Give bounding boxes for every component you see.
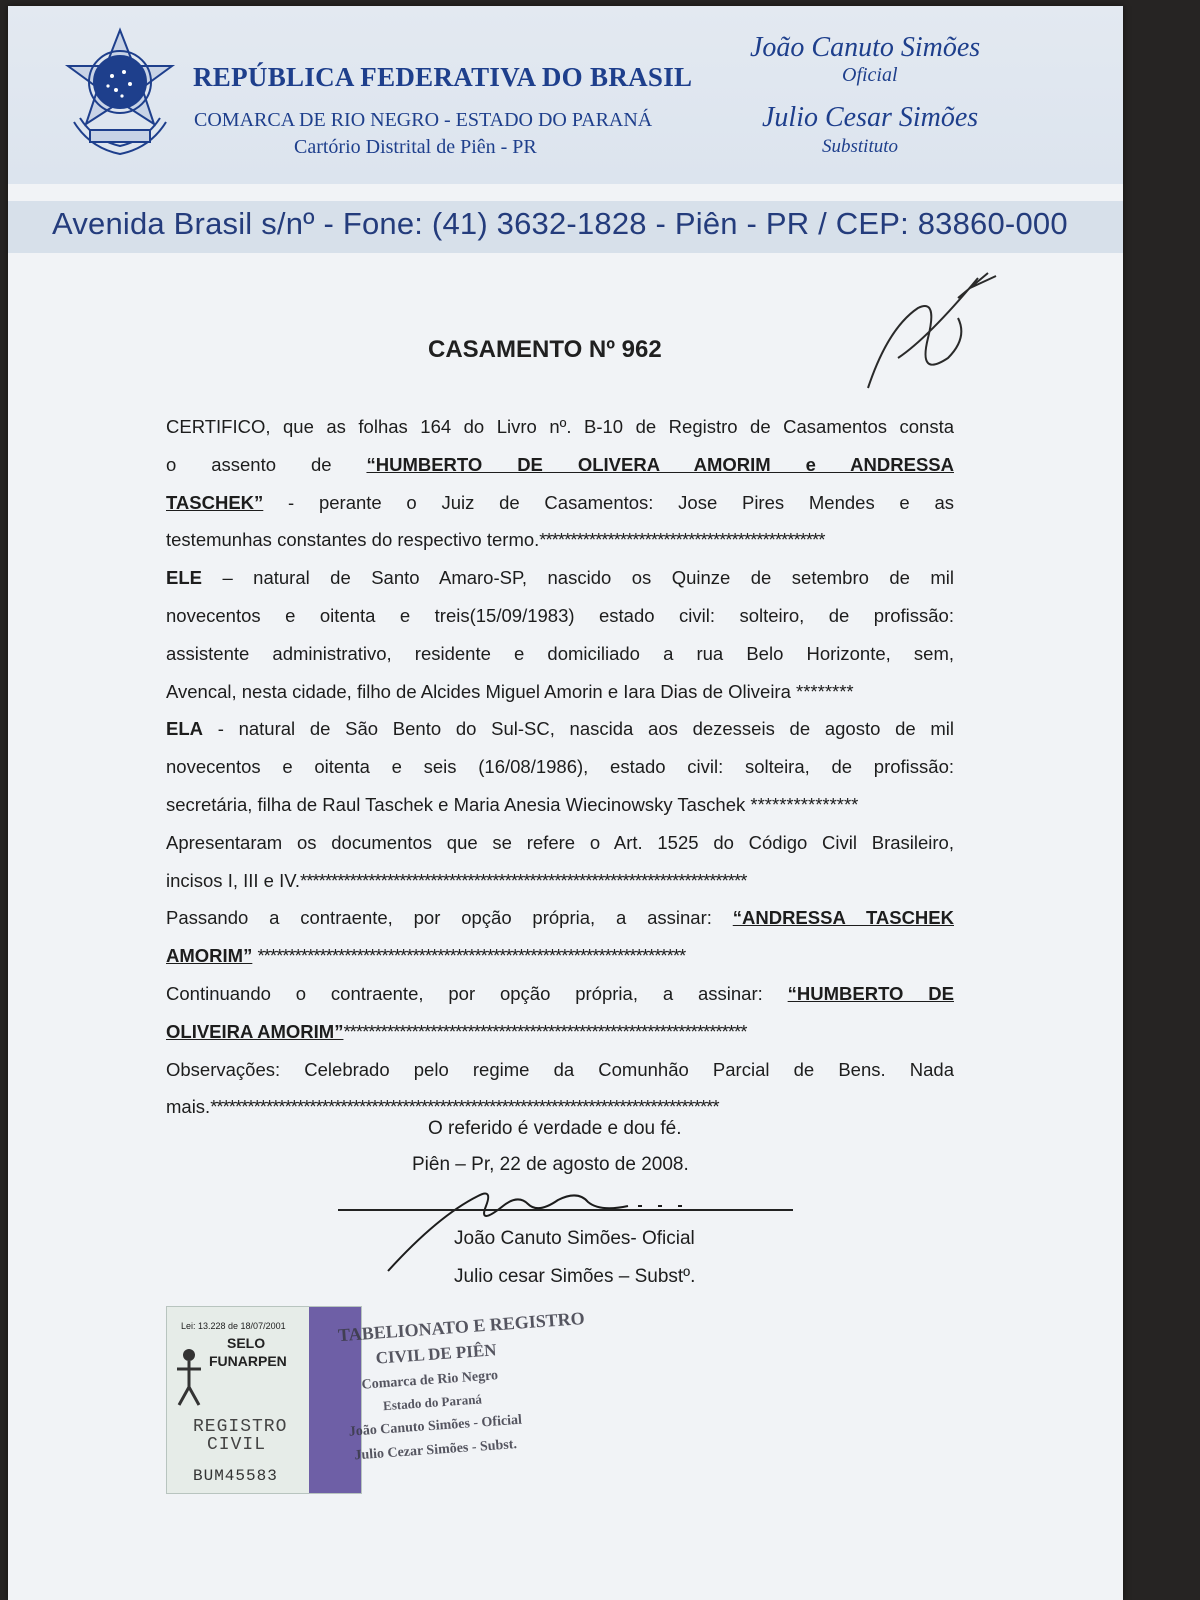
- address-line: Avenida Brasil s/nº - Fone: (41) 3632-1828 - Piên - PR / CEP: 83860-000: [52, 206, 1068, 241]
- bride-married-name: “ANDRESSA TASCHEK: [732, 907, 954, 929]
- substituto-role: Substituto: [822, 136, 899, 157]
- republic-title: REPÚBLICA FEDERATIVA DO BRASIL: [193, 62, 693, 92]
- observations: Observações: Celebrado pelo regime da Comunhão Parcial de Bens. Nada: [166, 1058, 954, 1080]
- groom-married-name: OLIVEIRA AMORIM”: [166, 1020, 344, 1042]
- certificate-sheet: [8, 6, 1123, 1600]
- body-text: - perante o Juiz de Casamentos: Jose Pires Mendes e as: [288, 491, 954, 513]
- bride-label: ELA: [166, 718, 203, 740]
- filler-stars: **********************************************: [539, 529, 825, 551]
- body-line: [166, 1051, 954, 1089]
- filler-stars: ************************************************************************: [300, 869, 747, 891]
- seal-code: BUM45583: [193, 1467, 278, 1485]
- body-line: [166, 484, 954, 522]
- filler-stars: *********************************************************************: [257, 945, 686, 967]
- body-line: [166, 673, 954, 711]
- body-text: testemunhas constantes do respectivo termo.: [166, 529, 540, 551]
- body-text: assistente administrativo, residente e domiciliado a rua Belo Horizonte, sem,: [166, 642, 954, 664]
- stamp-line: Estado do Paraná: [382, 1391, 483, 1414]
- body-line: [166, 786, 954, 824]
- body-line: [166, 635, 954, 673]
- body-line: [166, 1013, 954, 1051]
- stamp-line: Julio Cezar Simões - Subst.: [354, 1437, 518, 1464]
- signer-substituto: Julio cesar Simões – Substº.: [454, 1266, 696, 1287]
- body-text: o assento de: [166, 453, 332, 475]
- couple-names: TASCHEK”: [166, 491, 264, 513]
- substituto-name: Julio Cesar Simões: [762, 102, 979, 133]
- body-text: Passando a contraente, por opção própria, a assinar:: [166, 907, 712, 929]
- stamp-line: João Canuto Simões - Oficial: [348, 1412, 523, 1440]
- justice-figure-icon: [171, 1347, 207, 1407]
- body-text: novecentos e oitenta e treis(15/09/1983) estado civil: solteiro, de profissão:: [166, 604, 954, 626]
- stamp-line: CIVIL DE PIÊN: [375, 1340, 498, 1368]
- seal-label: SELO: [227, 1335, 266, 1351]
- body-line: [166, 899, 954, 937]
- coat-of-arms-icon: [60, 26, 180, 158]
- body-line: [166, 710, 954, 748]
- oficial-role: Oficial: [842, 64, 898, 86]
- body-text: – natural de Santo Amaro-SP, nascido os Quinze de setembro de mil: [222, 567, 954, 589]
- comarca-line: COMARCA DE RIO NEGRO - ESTADO DO PARANÁ: [194, 109, 653, 131]
- seal-law: Lei: 13.228 de 18/07/2001: [181, 1321, 286, 1331]
- body-line: [166, 521, 954, 559]
- cartorio-line: Cartório Distrital de Piên - PR: [294, 136, 537, 158]
- signature-line: [338, 1209, 793, 1211]
- filler-stars: *****************************************************************: [343, 1020, 747, 1042]
- body-text: secretária, filha de Raul Taschek e Maria Anesia Wiecinowsky Taschek ***************: [166, 793, 859, 815]
- body-text: Continuando o contraente, por opção própria, a assinar:: [166, 982, 763, 1004]
- body-text: Apresentaram os documentos que se refere o Art. 1525 do Código Civil Brasileiro,: [166, 831, 954, 853]
- groom-label: ELE: [166, 567, 202, 589]
- body-text: - natural de São Bento do Sul-SC, nascida aos dezesseis de agosto de mil: [217, 718, 954, 740]
- notary-stamp: [337, 1307, 608, 1495]
- body-line: [166, 748, 954, 786]
- rubric-signature-icon: [858, 268, 998, 408]
- funarpen-seal: [166, 1306, 362, 1494]
- body-text: novecentos e oitenta e seis (16/08/1986), estado civil: solteira, de profissão:: [166, 756, 954, 778]
- body-text: Avencal, nesta cidade, filho de Alcides Miguel Amorin e Iara Dias de Oliveira ********: [166, 680, 854, 702]
- seal-issuer: FUNARPEN: [209, 1353, 287, 1369]
- body-text: mais.: [166, 1096, 211, 1118]
- official-signature-icon: [368, 1176, 728, 1276]
- body-line: [166, 446, 954, 484]
- filler-stars: **********************************************************************************: [210, 1096, 719, 1118]
- couple-names: “HUMBERTO DE OLIVERA AMORIM e ANDRESSA: [366, 453, 954, 475]
- oficial-name: João Canuto Simões: [750, 32, 981, 63]
- stamp-line: Comarca de Rio Negro: [361, 1368, 499, 1393]
- body-line: [166, 408, 954, 446]
- certificate-title: CASAMENTO Nº 962: [428, 336, 662, 363]
- body-line: [166, 975, 954, 1013]
- closing-statement: O referido é verdade e dou fé.: [428, 1118, 682, 1139]
- certificate-body: [166, 408, 954, 1126]
- seal-civil: CIVIL: [207, 1435, 267, 1455]
- body-line: [166, 559, 954, 597]
- body-line: [166, 824, 954, 862]
- signer-oficial: João Canuto Simões- Oficial: [454, 1228, 695, 1249]
- place-date: Piên – Pr, 22 de agosto de 2008.: [412, 1154, 689, 1175]
- body-text: incisos I, III e IV.: [166, 869, 301, 891]
- groom-married-name: “HUMBERTO DE: [787, 982, 954, 1004]
- body-line: [166, 937, 954, 975]
- body-line: [166, 597, 954, 635]
- bride-married-name: AMORIM”: [166, 945, 253, 967]
- seal-registro: REGISTRO: [193, 1417, 288, 1437]
- body-text: CERTIFICO, que as folhas 164 do Livro nº. B-10 de Registro de Casamentos consta: [166, 416, 954, 437]
- stamp-line: TABELIONATO E REGISTRO: [337, 1308, 586, 1346]
- body-line: [166, 862, 954, 900]
